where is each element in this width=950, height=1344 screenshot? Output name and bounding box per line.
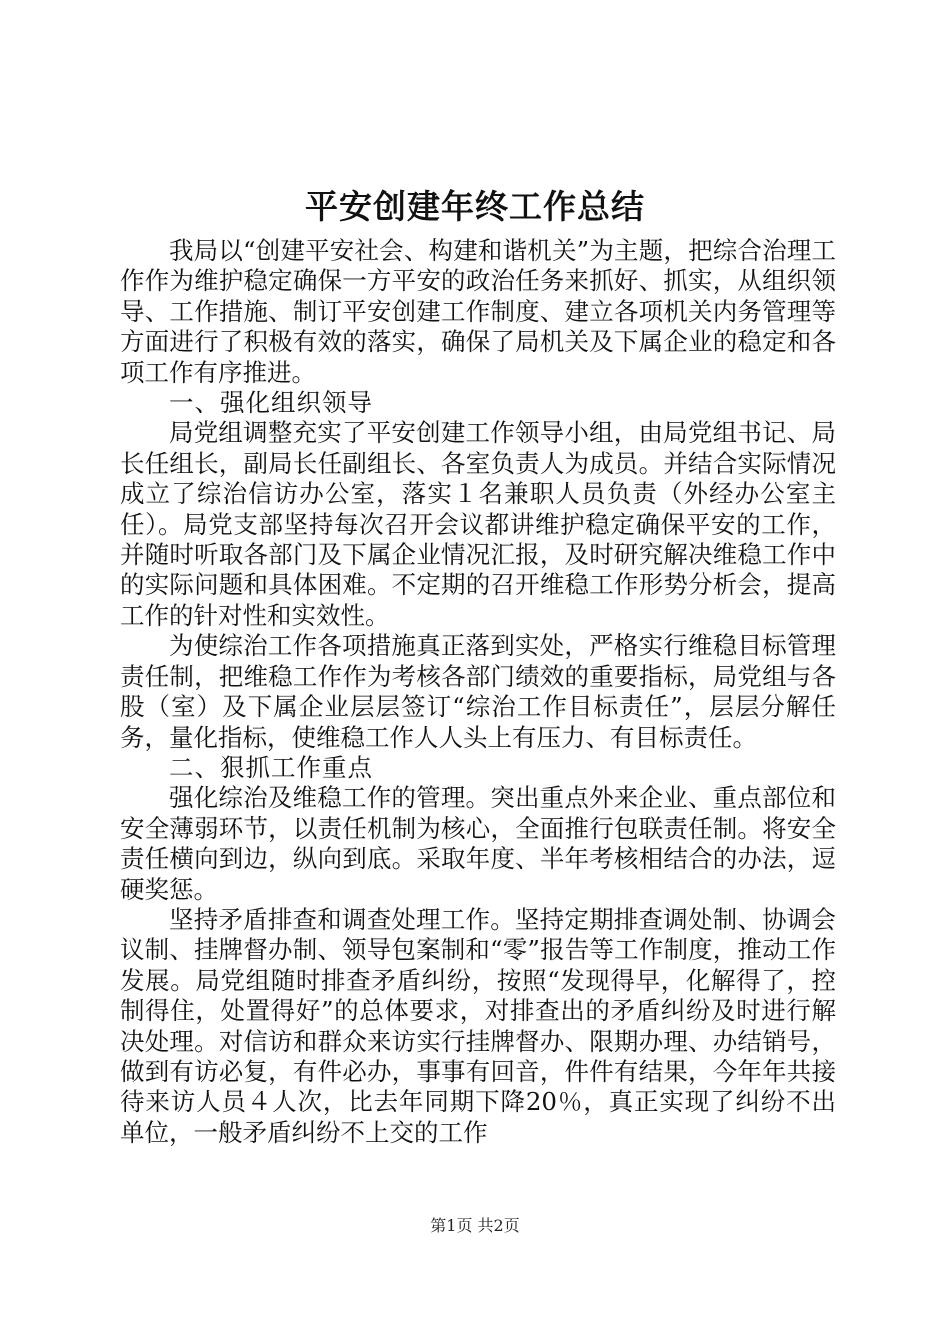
document-body xyxy=(120,236,836,1148)
section-heading-2: 二、狠抓工作重点 xyxy=(169,752,373,782)
paragraph: 为使综治工作各项措施真正落到实处，严格实行维稳目标管理责任制，把维稳工作作为考核各部门绩效的重要指标，局党组与各股（室）及下属企业层层签订“综治工作目标责任”，层层分解任务，量化指标，使维稳工作人人头上有压力、有目标责任。 xyxy=(120,631,836,752)
paragraph: 坚持矛盾排查和调查处理工作。坚持定期排查调处制、协调会议制、挂牌督办制、领导包案制和“零”报告等工作制度，推动工作发展。局党组随时排查矛盾纠纷，按照“发现得早，化解得了，控制得住，处置得好”的总体要求，对排查出的矛盾纠纷及时进行解决处理。对信访和群众来访实行挂牌督办、限期办理、办结销号，做到有访必复，有件必办，事事有回音，件件有结果，今年年共接待来访人员４人次，比去年同期下降20％，真正实现了纠纷不出单位，一般矛盾纠纷不上交的工作 xyxy=(120,904,836,1147)
paragraph: 局党组调整充实了平安创建工作领导小组，由局党组书记、局长任组长，副局长任副组长、各室负责人为成员。并结合实际情况成立了综治信访办公室，落实１名兼职人员负责（外经办公室主任）。局党支部坚持每次召开会议都讲维护稳定确保平安的工作，并随时听取各部门及下属企业情况汇报，及时研究解决维稳工作中的实际问题和具体困难。不定期的召开维稳工作形势分析会，提高工作的针对性和实效性。 xyxy=(120,418,836,630)
section-heading-1: 一、强化组织领导 xyxy=(169,388,373,418)
page-number-footer: 第1页 共2页 xyxy=(430,1216,520,1235)
paragraph: 强化综治及维稳工作的管理。突出重点外来企业、重点部位和安全薄弱环节，以责任机制为核心，全面推行包联责任制。将安全责任横向到边，纵向到底。采取年度、半年考核相结合的办法，逗硬奖惩。 xyxy=(120,783,836,904)
intro-paragraph: 我局以“创建平安社会、构建和谐机关”为主题，把综合治理工作作为维护稳定确保一方平安的政治任务来抓好、抓实，从组织领导、工作措施、制订平安创建工作制度、建立各项机关内务管理等方面进行了积极有效的落实，确保了局机关及下属企业的稳定和各项工作有序推进。 xyxy=(120,236,836,387)
document-title: 平安创建年终工作总结 xyxy=(305,187,645,226)
